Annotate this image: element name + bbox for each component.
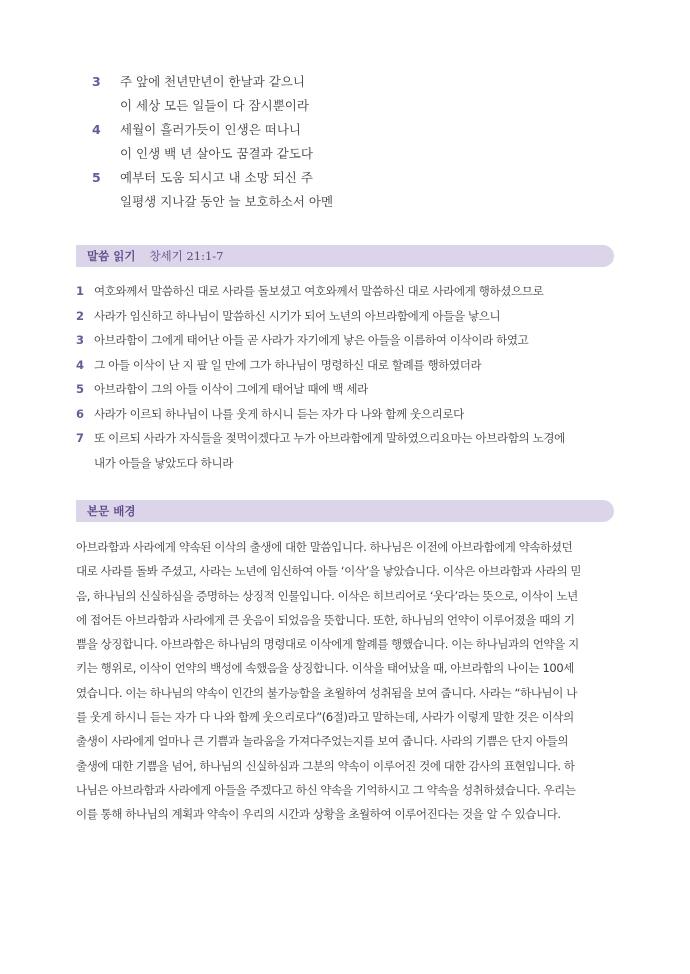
hymn-line: 예부터 도움 되시고 내 소망 되신 주 — [120, 170, 313, 185]
hymn-verse — [92, 118, 612, 166]
hymn-line: 일평생 지나갈 동안 늘 보호하소서 아멘 — [120, 194, 334, 209]
reading-reference: 창세기 21:1-7 — [149, 249, 224, 263]
hymn-line: 세월이 흘러가듯이 인생은 떠나니 — [120, 122, 301, 137]
hymn-verse-number: 3 — [92, 74, 101, 89]
background-section-label: 본문 배경 — [87, 504, 136, 518]
verse-text: 아브라함이 그의 아들 이삭이 그에게 태어날 때에 백 세라 — [94, 382, 368, 396]
paragraph-line: 키는 행위로, 이삭이 언약의 백성에 속했음을 상징합니다. 이삭을 태어났을 때, 아브라함의 나이는 100세 — [76, 661, 574, 676]
hymn-lyrics — [92, 70, 612, 214]
hymn-line: 이 세상 모든 일들이 다 잠시뿐이라 — [120, 98, 309, 113]
verse-text-continued: 내가 아들을 낳았도다 하니라 — [94, 455, 234, 470]
hymn-verse — [92, 166, 612, 214]
paragraph-line: 대로 사라를 돌봐 주셨고, 사라는 노년에 임신하여 아들 ‘이삭’을 낳았습니다. 이삭은 아브라함과 사라의 믿 — [76, 564, 582, 579]
verse-text: 사라가 임신하고 하나님이 말씀하신 시기가 되어 노년의 아브라함에게 아들을 낳으니 — [94, 308, 501, 323]
verse-number: 4 — [76, 357, 85, 372]
hymn-line: 주 앞에 천년만년이 한날과 같으니 — [120, 74, 305, 89]
paragraph-line: 출생에 대한 기쁨을 넘어, 하나님의 신실하심과 그분의 약속이 이루어진 것에 대한 감사의 표현입니다. 하 — [76, 758, 575, 773]
paragraph-line: 였습니다. 이는 하나님의 약속이 인간의 불가능함을 초월하여 성취됨을 보여 줍니다. 사라는 “하나님이 나 — [76, 685, 577, 700]
paragraph-line: 나님은 아브라함과 사라에게 아들을 주겠다고 하신 약속을 기억하시고 그 약속을 성취하셨습니다. 우리는 — [76, 782, 576, 797]
verse-number: 6 — [76, 406, 85, 421]
scripture-verse — [76, 304, 616, 329]
scripture-text — [76, 279, 616, 475]
reading-section-header — [76, 245, 614, 267]
scripture-verse — [76, 402, 616, 427]
scripture-verse — [76, 426, 616, 475]
paragraph-line: 음, 하나님의 신실하심을 증명하는 상징적 인물입니다. 이삭은 히브리어로 ‘웃다’라는 뜻으로, 이삭이 노년 — [76, 588, 578, 603]
paragraph-line: 를 웃게 하시니 듣는 자가 다 나와 함께 웃으리로다”(6절)라고 말하는데, 사라가 이렇게 말한 것은 이삭의 — [76, 710, 574, 725]
verse-number: 2 — [76, 308, 85, 323]
paragraph-line: 에 접어든 아브라함과 사라에게 큰 웃음이 되었음을 뜻합니다. 또한, 하나님의 언약이 이루어졌을 때의 기 — [76, 612, 575, 627]
background-paragraph — [76, 535, 616, 827]
hymn-verse-number: 5 — [92, 170, 101, 185]
hymn-verse — [92, 70, 612, 118]
scripture-verse — [76, 328, 616, 353]
paragraph-line: 아브라함과 사라에게 약속된 이삭의 출생에 대한 말씀입니다. 하나님은 이전에 아브라함에게 약속하셨던 — [76, 540, 573, 554]
scripture-verse — [76, 377, 616, 402]
hymn-verse-number: 4 — [92, 122, 101, 137]
verse-text: 그 아들 이삭이 난 지 팔 일 만에 그가 하나님이 명령하신 대로 할례를 행하였더라 — [94, 357, 482, 372]
paragraph-line: 출생이 사라에게 얼마나 큰 기쁨과 놀라움을 가져다주었는지를 보여 줍니다. 사라의 기쁨은 단지 아들의 — [76, 734, 569, 749]
verse-number: 3 — [76, 333, 85, 347]
paragraph-line: 이를 통해 하나님의 계획과 약속이 우리의 시간과 상황을 초월하여 이루어진다는 것을 알 수 있습니다. — [76, 807, 561, 822]
verse-number: 5 — [76, 382, 85, 396]
verse-text: 사라가 이르되 하나님이 나를 웃게 하시니 듣는 자가 다 나와 함께 웃으리로다 — [94, 406, 464, 421]
background-section-header — [76, 500, 614, 522]
verse-text: 아브라함이 그에게 태어난 아들 곧 사라가 자기에게 낳은 아들을 이름하여 이삭이라 하였고 — [94, 333, 529, 347]
verse-text: 여호와께서 말씀하신 대로 사라를 돌보셨고 여호와께서 말씀하신 대로 사라에게 행하셨으므로 — [94, 284, 544, 298]
paragraph-line: 쁨을 상징합니다. 아브라함은 하나님의 명령대로 이삭에게 할례를 행했습니다. 이는 하나님과의 언약을 지 — [76, 637, 579, 652]
scripture-verse — [76, 279, 616, 304]
reading-section-label: 말씀 읽기 — [87, 249, 136, 263]
hymn-line: 이 인생 백 년 살아도 꿈결과 같도다 — [120, 146, 313, 161]
verse-text: 또 이르되 사라가 자식들을 젖먹이겠다고 누가 아브라함에게 말하였으리요마는 아브라함의 노경에 — [94, 431, 565, 445]
verse-number: 1 — [76, 284, 85, 298]
scripture-verse — [76, 353, 616, 378]
verse-number: 7 — [76, 431, 85, 445]
